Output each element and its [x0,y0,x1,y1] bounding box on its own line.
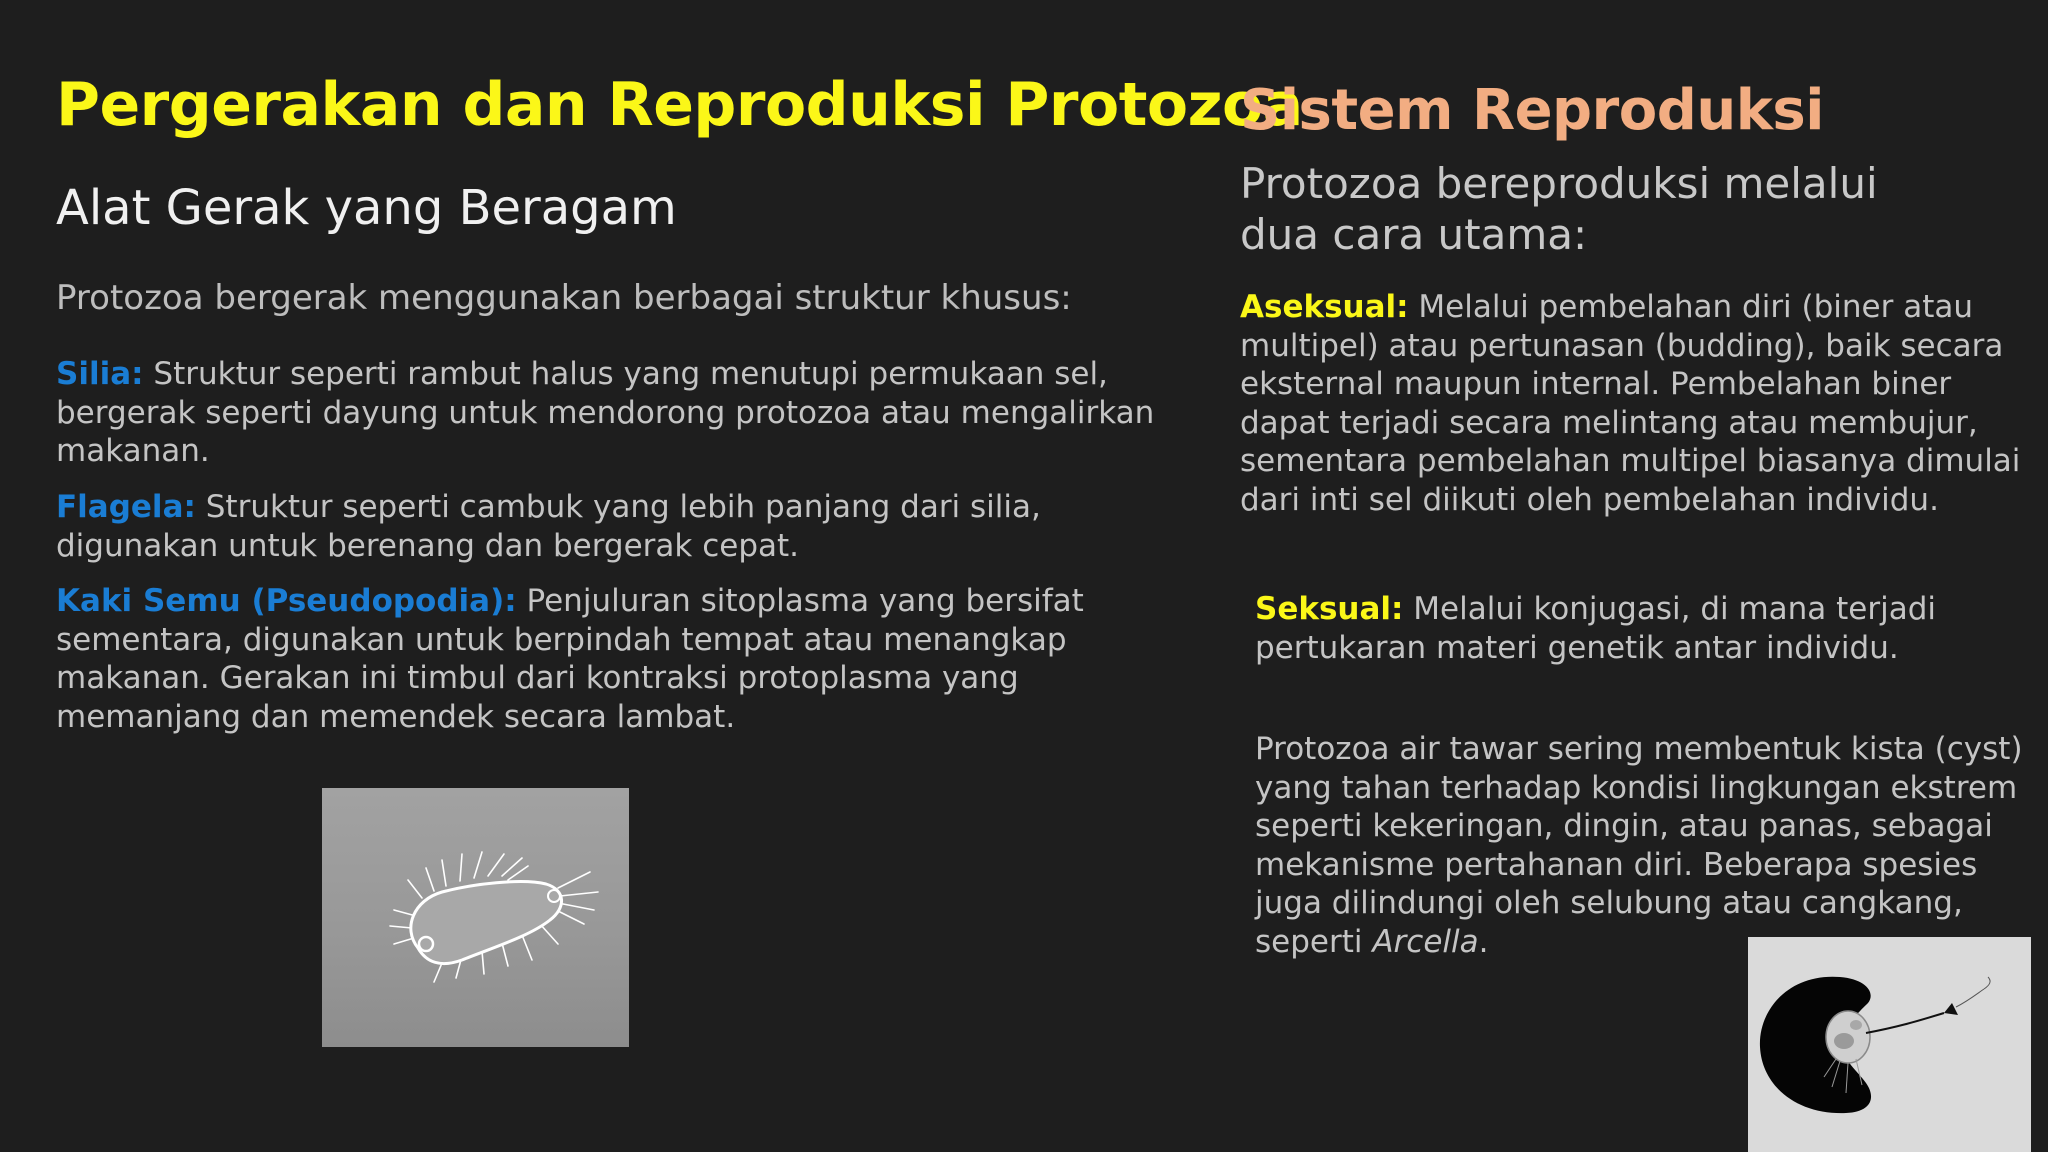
reproduction-seksual [1255,590,1995,667]
movement-item-label: Kaki Semu (Pseudopodia): [56,583,517,619]
arcella-name: Arcella [1372,923,1479,960]
page-title: Pergerakan dan Reproduksi Protozoa [56,70,1303,140]
movement-item-label: Flagela: [56,489,196,525]
reproduction-aseksual [1240,288,2030,519]
cyst-text: Protozoa air tawar sering membentuk kista (cyst) yang tahan terhadap kondisi lingkungan ekstrem seperti kekeringan, dingin, atau panas, sebagai mekanisme pertahanan diri. Beberapa spesies juga dilindungi oleh selubung atau cangkang, seperti [1255,731,2023,960]
reproduction-text: Melalui konjugasi, di mana terjadi pertukaran materi genetik antar individu. [1255,591,1937,666]
movement-item-text: Penjuluran sitoplasma yang bersifat sementara, digunakan untuk berpindah tempat atau menangkap makanan. Gerakan ini timbul dari kontraksi protoplasma yang memanjang dan memendek secara lambat. [56,583,1084,735]
reproduction-label: Seksual: [1255,591,1404,627]
movement-item-text: Struktur seperti cambuk yang lebih panjang dari silia, digunakan untuk berenang dan bergerak cepat. [56,489,1041,564]
movement-intro: Protozoa bergerak menggunakan berbagai struktur khusus: [56,278,1072,318]
movement-heading: Alat Gerak yang Beragam [56,180,677,236]
reproduction-text: Melalui pembelahan diri (biner atau multipel) atau pertunasan (budding), baik secara eksternal maupun internal. Pembelahan biner dapat terjadi secara melintang atau membujur, sementara pembelahan multipel biasanya dimulai dari inti sel diikuti oleh pembelahan individu. [1240,289,2021,518]
movement-item-pseudopodia [56,582,1206,736]
reproduction-intro: Protozoa bereproduksi melalui dua cara utama: [1240,159,1878,259]
arcella-image [1748,937,2031,1152]
movement-item-text: Struktur seperti rambut halus yang menutupi permukaan sel, bergerak seperti dayung untuk mendorong protozoa atau mengalirkan makanan. [56,356,1155,469]
movement-item-silia [56,355,1206,471]
cyst-text-end: . [1478,923,1489,960]
cyst-paragraph [1255,730,2025,961]
reproduction-label: Aseksual: [1240,289,1409,325]
movement-item-flagela [56,488,1206,565]
ciliate-image [322,788,629,1047]
section-title-reproduction: Sistem Reproduksi [1240,78,1824,143]
movement-item-label: Silia: [56,356,144,392]
